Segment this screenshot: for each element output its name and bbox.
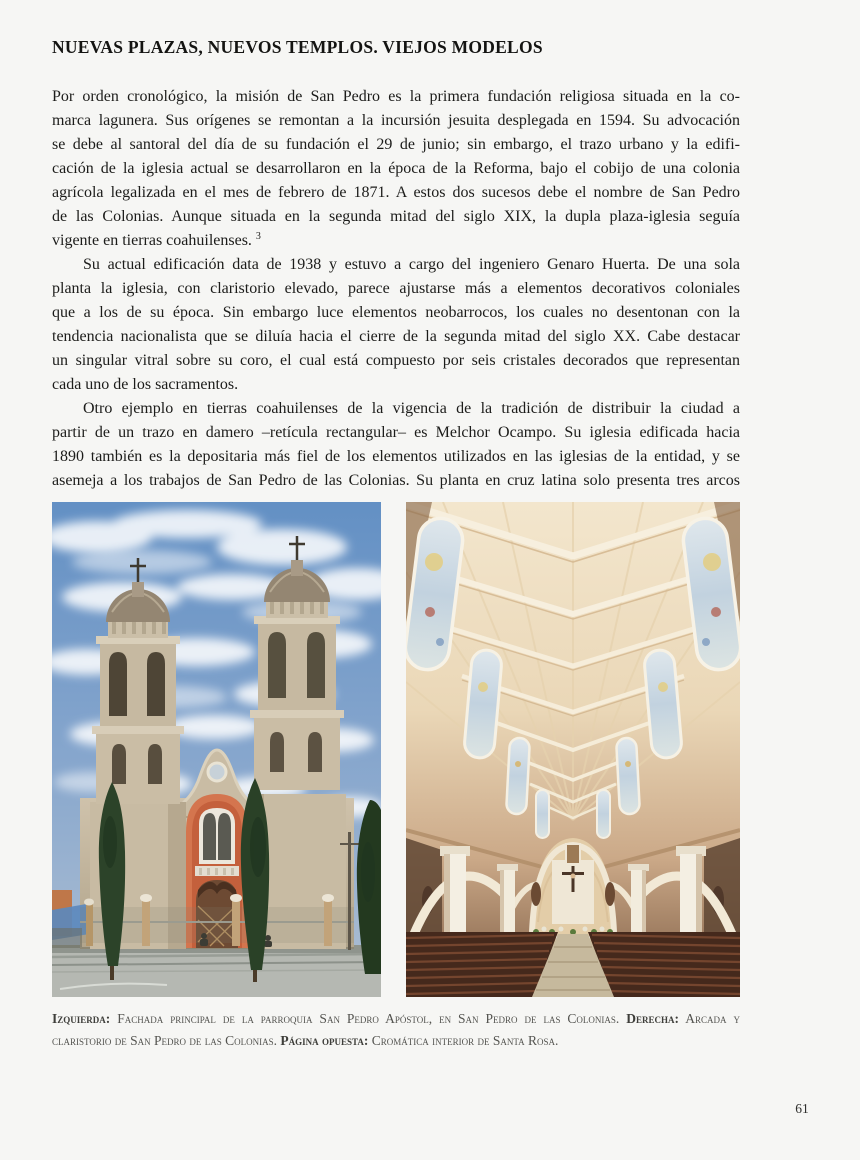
figure-row xyxy=(52,502,740,997)
text-line: cación de la iglesia actual se desarrollaron en la época de la Reforma, bajo el cobijo de una colonia xyxy=(52,160,740,177)
section-title: NUEVAS PLAZAS, NUEVOS TEMPLOS. VIEJOS MODELOS xyxy=(52,37,543,57)
paragraph-3 xyxy=(52,397,740,493)
text-line: planta la iglesia, con claristorio elevado, parece ajustarse más a elementos decorativos coloniales xyxy=(52,280,740,297)
caption-text-right: Arcada y claristorio de San Pedro de las Colonias. xyxy=(52,1011,740,1048)
pews xyxy=(406,932,740,997)
text-line: se debe al santoral del día de su fundación el 29 de junio; sin embargo, el trazo urbano y la edifi- xyxy=(52,136,740,153)
text-line: Por orden cronológico, la misión de San Pedro es la primera fundación religiosa situada en la co- xyxy=(52,88,740,105)
text-line: que a los de su época. Sin embargo luce elementos neobarrocos, los cuales no desentonan con la xyxy=(52,304,740,321)
text-line: asemeja a los trabajos de San Pedro de las Colonias. Su planta en cruz latina solo presenta tres arcos xyxy=(52,472,740,489)
text-line: de las Colonias. Aunque situada en la segunda mitad del siglo XIX, la dupla plaza-iglesia seguía xyxy=(52,208,740,225)
utility-pole xyxy=(348,832,351,950)
text-line: un singular vitral sobre su coro, el cual está compuesto por seis cristales decorados que representan xyxy=(52,352,740,369)
paragraph-2 xyxy=(52,253,740,397)
figure-caption xyxy=(52,1008,740,1051)
text-line: marca lagunera. Sus orígenes se remontan a la incursión jesuita desplegada en 1594. Su advocación xyxy=(52,112,740,129)
caption-label-right: Derecha: xyxy=(626,1011,680,1026)
church-facade-photo xyxy=(52,502,381,997)
page-number: 61 xyxy=(795,1101,809,1116)
caption-label-opposite-page: Página opuesta: xyxy=(280,1032,369,1048)
text-line: tendencia nacionalista que se diluía hacia el cierre de la segunda mitad del siglo XX. Cabe destacar xyxy=(52,328,740,345)
footnote-reference[interactable]: 3 xyxy=(255,231,261,242)
caption-text-left: Fachada principal de la parroquia San Pedro Apóstol, en San Pedro de las Colonias. xyxy=(117,1011,620,1026)
text-line: agrícola legalizada en el mes de febrero de 1871. A estos dos sucesos debe el nombre de San Pedro xyxy=(52,184,740,201)
text-line-content: vigente en tierras coahuilenses. xyxy=(52,232,252,249)
article-body xyxy=(52,85,740,493)
caption-label-left: Izquierda: xyxy=(52,1011,111,1026)
text-line: Otro ejemplo en tierras coahuilenses de la vigencia de la tradición de distribuir la ciudad a xyxy=(83,400,740,417)
caption-text-opposite-page: Cromática interior de Santa Rosa. xyxy=(371,1032,559,1048)
paragraph-1 xyxy=(52,85,740,253)
text-line: Su actual edificación data de 1938 y estuvo a cargo del ingeniero Genaro Huerta. De una sola xyxy=(83,256,740,273)
text-line xyxy=(52,229,740,253)
text-line: 1890 también es la depositaria más fiel de los elementos utilizados en las iglesias de la entidad, y se xyxy=(52,448,740,465)
figure-gutter xyxy=(381,502,406,997)
plaza-pavement xyxy=(52,945,381,997)
text-line: cada uno de los sacramentos. xyxy=(52,376,239,393)
text-line: partir de un trazo en damero –retícula rectangular– es Melchor Ocampo. Su iglesia edificada hacia xyxy=(52,424,740,441)
church-interior-photo xyxy=(406,502,740,997)
